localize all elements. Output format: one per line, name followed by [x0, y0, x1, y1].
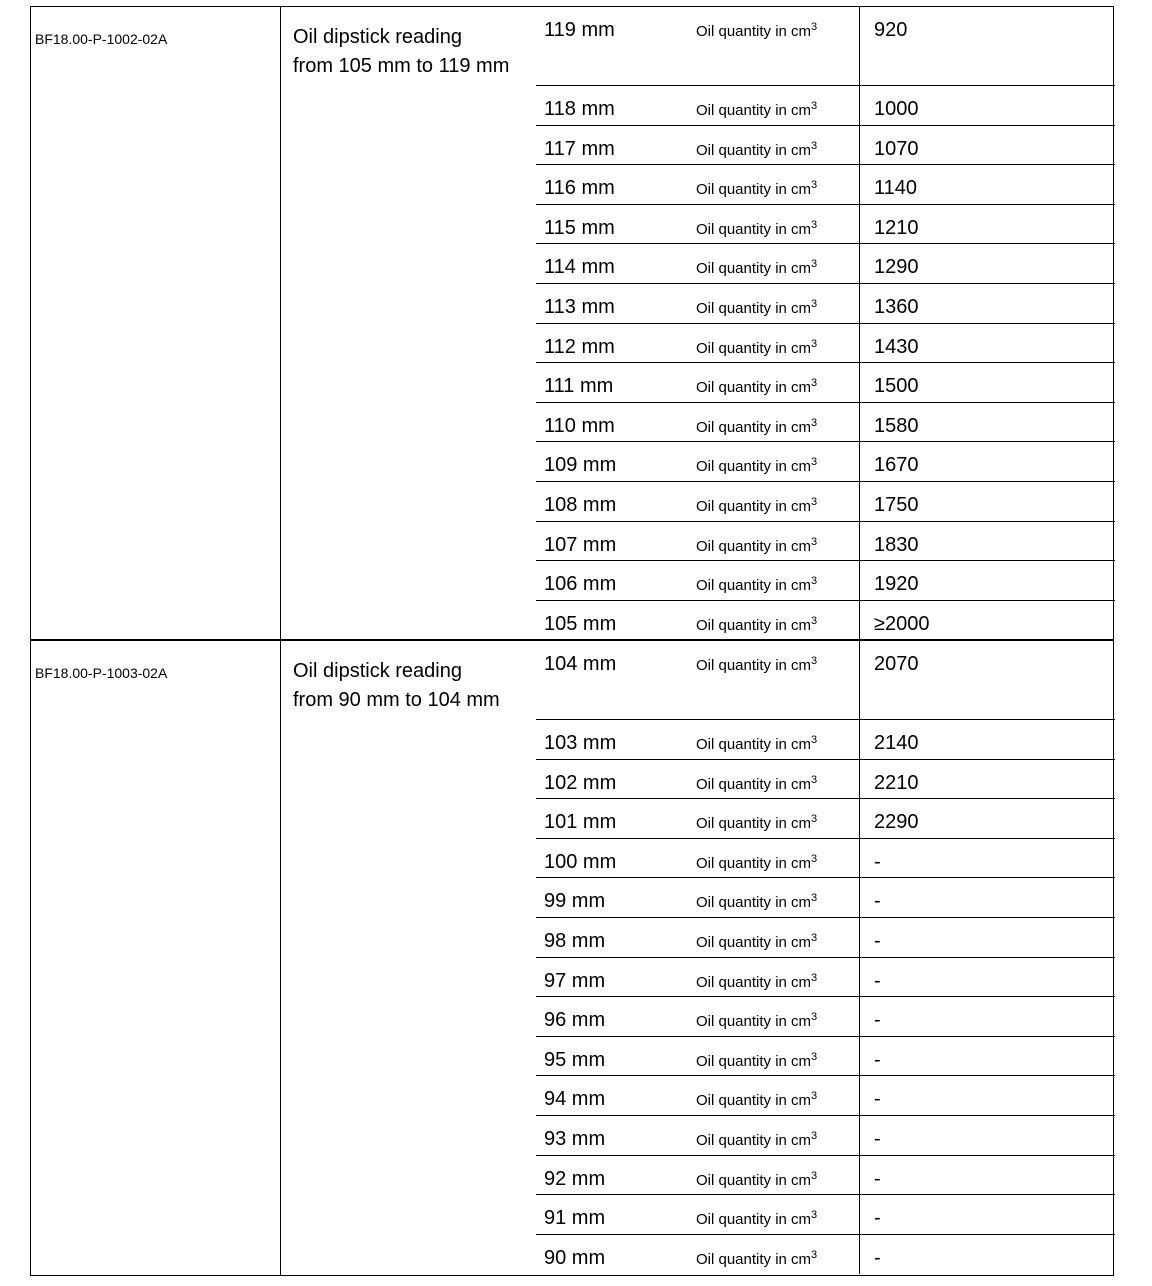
- oil-quantity-value: -: [859, 878, 1115, 917]
- table-group-1002: [31, 7, 1113, 641]
- quantity-label: Oil quantity in $cm^3$: [696, 1011, 818, 1031]
- table-row: [536, 878, 1115, 918]
- oil-quantity-value: -: [859, 1116, 1115, 1155]
- dipstick-reading: 103 mm: [544, 732, 617, 754]
- dipstick-reading: 118 mm: [544, 98, 615, 120]
- quantity-label: Oil quantity in $cm^3$: [696, 337, 818, 357]
- table-row: [536, 641, 1115, 720]
- oil-dipstick-table: [30, 6, 1114, 1276]
- dipstick-reading: 90 mm: [544, 1246, 606, 1269]
- table-row: [536, 561, 1115, 601]
- table-row: [536, 363, 1115, 403]
- group-rows: [536, 641, 1115, 1275]
- table-row: [536, 918, 1115, 958]
- description-line-2: from 105 mm to 119 mm: [293, 55, 510, 77]
- dipstick-reading: 95 mm: [544, 1048, 606, 1071]
- oil-quantity-value: 1000: [859, 86, 1115, 125]
- dipstick-reading: 100 mm: [544, 850, 617, 873]
- dipstick-reading: 109 mm: [544, 454, 617, 477]
- dipstick-reading: 119 mm: [544, 19, 615, 41]
- table-row: [536, 1037, 1115, 1077]
- description-line-2: from 90 mm to 104 mm: [293, 689, 500, 711]
- table-row: [536, 7, 1115, 86]
- dipstick-reading: 97 mm: [544, 969, 606, 992]
- quantity-label: Oil quantity in $cm^3$: [696, 1090, 818, 1110]
- quantity-label: Oil quantity in $cm^3$: [696, 852, 818, 872]
- oil-quantity-value: 1360: [859, 284, 1115, 323]
- dipstick-reading: 113 mm: [544, 295, 615, 318]
- table-row: [536, 284, 1115, 324]
- dipstick-reading: 112 mm: [544, 335, 615, 358]
- dipstick-reading: 115 mm: [544, 216, 615, 239]
- quantity-label: Oil quantity in $cm^3$: [696, 139, 818, 159]
- group-description-cell: [281, 641, 536, 1275]
- oil-quantity-value: 1140: [859, 165, 1115, 204]
- quantity-label: Oil quantity in $cm^3$: [696, 1169, 818, 1189]
- table-row: [536, 839, 1115, 879]
- quantity-label: Oil quantity in $cm^3$: [696, 416, 818, 436]
- oil-quantity-value: 1750: [859, 482, 1115, 521]
- quantity-label: Oil quantity in $cm^3$: [696, 21, 818, 40]
- quantity-label: Oil quantity in $cm^3$: [696, 258, 818, 278]
- quantity-label: Oil quantity in $cm^3$: [696, 456, 818, 476]
- dipstick-reading: 117 mm: [544, 137, 615, 160]
- quantity-label: Oil quantity in $cm^3$: [696, 179, 818, 199]
- group-id: BF18.00-P-1003-02A: [35, 665, 168, 681]
- oil-quantity-value: 1290: [859, 244, 1115, 283]
- dipstick-reading: 92 mm: [544, 1167, 606, 1190]
- quantity-label: Oil quantity in $cm^3$: [696, 218, 818, 238]
- table-row: [536, 760, 1115, 800]
- quantity-label: Oil quantity in $cm^3$: [696, 931, 818, 951]
- oil-quantity-value: -: [859, 839, 1115, 878]
- table-row: [536, 1156, 1115, 1196]
- table-group-1003: [31, 641, 1113, 1275]
- table-row: [536, 958, 1115, 998]
- quantity-label: Oil quantity in $cm^3$: [696, 377, 818, 397]
- oil-quantity-value: -: [859, 1076, 1115, 1115]
- oil-quantity-value: -: [859, 1195, 1115, 1234]
- dipstick-reading: 101 mm: [544, 811, 617, 834]
- quantity-label: Oil quantity in $cm^3$: [696, 734, 818, 753]
- oil-quantity-value: 1430: [859, 324, 1115, 363]
- quantity-label: Oil quantity in $cm^3$: [696, 297, 818, 317]
- table-row: [536, 165, 1115, 205]
- quantity-label: Oil quantity in $cm^3$: [696, 575, 818, 595]
- quantity-label: Oil quantity in $cm^3$: [696, 655, 818, 674]
- oil-quantity-value: 1210: [859, 205, 1115, 244]
- oil-quantity-value: 2290: [859, 799, 1115, 838]
- group-description-cell: [281, 7, 536, 639]
- quantity-label: Oil quantity in $cm^3$: [696, 1129, 818, 1149]
- table-row: [536, 324, 1115, 364]
- dipstick-reading: 106 mm: [544, 573, 617, 596]
- description-line-1: Oil dipstick reading: [293, 26, 462, 48]
- dipstick-reading: 105 mm: [544, 612, 617, 635]
- dipstick-reading: 111 mm: [544, 375, 614, 398]
- quantity-label: Oil quantity in $cm^3$: [696, 495, 818, 515]
- group-id-cell: [31, 7, 281, 639]
- oil-quantity-value: -: [859, 997, 1115, 1036]
- dipstick-reading: 107 mm: [544, 533, 617, 556]
- table-row: [536, 601, 1115, 641]
- group-id-cell: [31, 641, 281, 1275]
- table-row: [536, 1195, 1115, 1235]
- table-row: [536, 205, 1115, 245]
- oil-quantity-value: 920: [859, 7, 1115, 85]
- oil-quantity-value: -: [859, 1235, 1115, 1275]
- dipstick-reading: 104 mm: [544, 653, 617, 675]
- table-row: [536, 86, 1115, 126]
- table-row: [536, 720, 1115, 760]
- oil-quantity-value: ≥2000: [859, 601, 1115, 641]
- oil-quantity-value: 1670: [859, 442, 1115, 481]
- quantity-label: Oil quantity in $cm^3$: [696, 614, 818, 634]
- table-row: [536, 403, 1115, 443]
- dipstick-reading: 98 mm: [544, 929, 606, 952]
- oil-quantity-value: -: [859, 1156, 1115, 1195]
- oil-quantity-value: -: [859, 918, 1115, 957]
- table-row: [536, 522, 1115, 562]
- quantity-label: Oil quantity in $cm^3$: [696, 773, 818, 793]
- table-row: [536, 1235, 1115, 1275]
- oil-quantity-value: -: [859, 958, 1115, 997]
- dipstick-reading: 116 mm: [544, 177, 615, 200]
- dipstick-reading: 102 mm: [544, 771, 617, 794]
- dipstick-reading: 114 mm: [544, 256, 615, 279]
- table-row: [536, 442, 1115, 482]
- quantity-label: Oil quantity in $cm^3$: [696, 1209, 818, 1229]
- quantity-label: Oil quantity in $cm^3$: [696, 535, 818, 555]
- dipstick-reading: 108 mm: [544, 493, 617, 516]
- table-row: [536, 1076, 1115, 1116]
- quantity-label: Oil quantity in $cm^3$: [696, 1248, 818, 1268]
- quantity-label: Oil quantity in $cm^3$: [696, 813, 818, 833]
- oil-quantity-value: 1920: [859, 561, 1115, 600]
- table-row: [536, 482, 1115, 522]
- oil-quantity-value: 2210: [859, 760, 1115, 799]
- quantity-label: Oil quantity in $cm^3$: [696, 100, 818, 119]
- oil-quantity-value: 1830: [859, 522, 1115, 561]
- dipstick-reading: 96 mm: [544, 1009, 606, 1032]
- dipstick-reading: 91 mm: [544, 1207, 606, 1230]
- dipstick-reading: 94 mm: [544, 1088, 606, 1111]
- quantity-label: Oil quantity in $cm^3$: [696, 892, 818, 912]
- oil-quantity-value: 2140: [859, 720, 1115, 759]
- quantity-label: Oil quantity in $cm^3$: [696, 1050, 818, 1070]
- group-id: BF18.00-P-1002-02A: [35, 31, 168, 47]
- table-row: [536, 799, 1115, 839]
- dipstick-reading: 93 mm: [544, 1127, 606, 1150]
- table-row: [536, 1116, 1115, 1156]
- oil-quantity-value: 1070: [859, 126, 1115, 165]
- description-line-1: Oil dipstick reading: [293, 660, 462, 682]
- table-row: [536, 997, 1115, 1037]
- oil-quantity-value: 1580: [859, 403, 1115, 442]
- oil-quantity-value: -: [859, 1037, 1115, 1076]
- oil-quantity-value: 2070: [859, 641, 1115, 719]
- table-row: [536, 244, 1115, 284]
- dipstick-reading: 99 mm: [544, 890, 606, 913]
- table-row: [536, 126, 1115, 166]
- group-rows: [536, 7, 1115, 639]
- quantity-label: Oil quantity in $cm^3$: [696, 971, 818, 991]
- dipstick-reading: 110 mm: [544, 414, 615, 437]
- oil-quantity-value: 1500: [859, 363, 1115, 402]
